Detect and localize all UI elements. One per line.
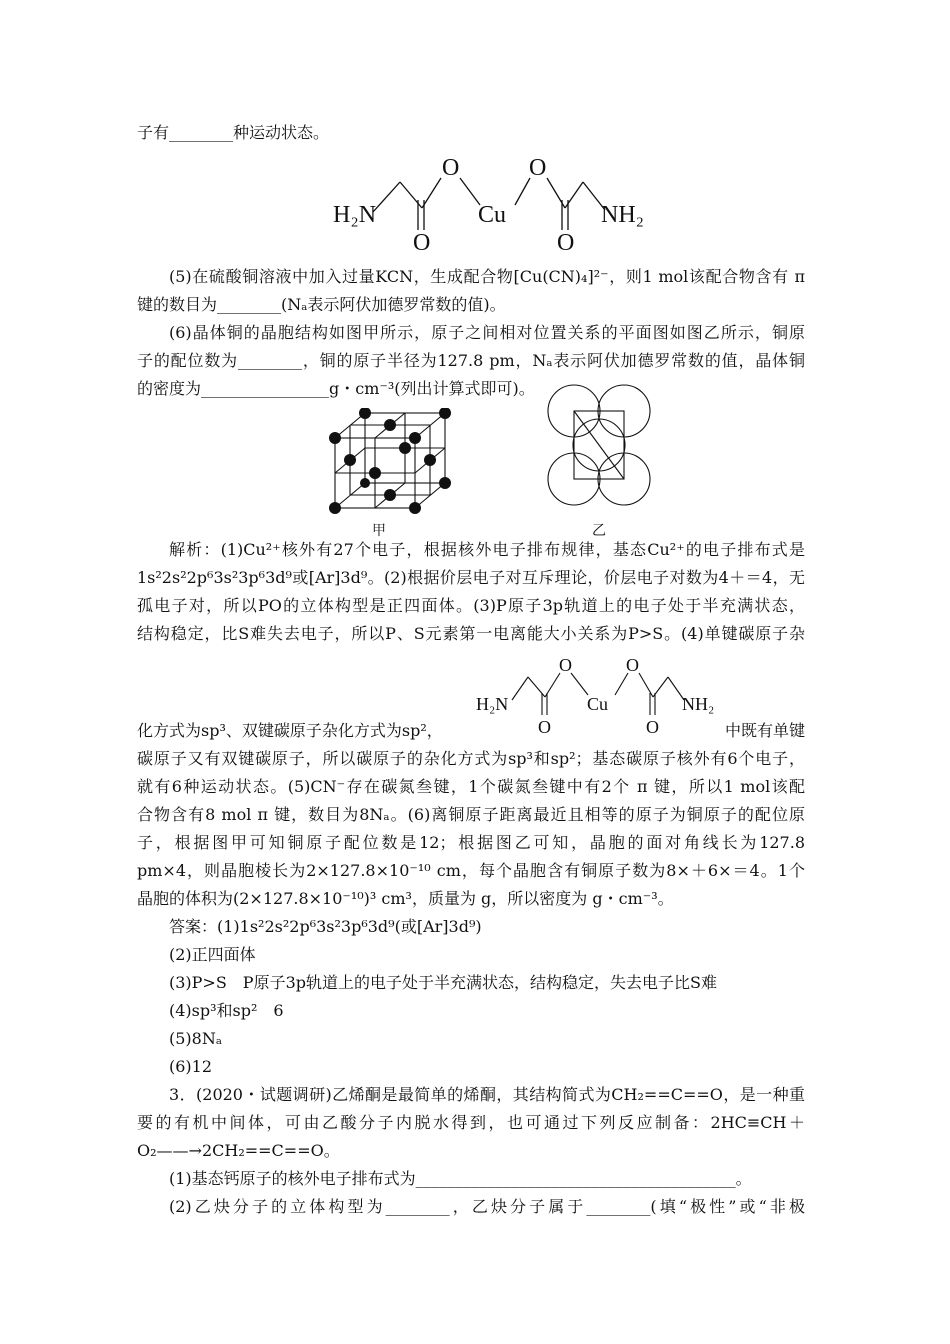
o-label: O (626, 655, 639, 675)
analysis-line: 中既有单键 (724, 721, 805, 740)
question-tail: 子有________种运动状态。 (137, 123, 330, 142)
o-label: O (646, 717, 659, 737)
analysis-line: 孤电子对，所以PO的立体构型是正四面体。(3)P原子3p轨道上的电子处于半充满状态， (137, 596, 805, 615)
analysis-line: 晶胞的体积为(2×127.8×10⁻¹⁰)³ cm³，质量为 g，所以密度为 g・cm⁻³。 (137, 889, 674, 908)
nh2-label: NH₂ (601, 202, 645, 228)
answer-line: (5)8Nₐ (169, 1029, 223, 1048)
q5-line: (5)在硫酸铜溶液中加入过量KCN，生成配合物[Cu(CN)₄]²⁻，则1 mol该配合物含有 π (169, 267, 805, 286)
o-label: O (559, 655, 572, 675)
o-label: O (538, 717, 551, 737)
cu-label: Cu (587, 694, 609, 714)
analysis-line: 结构稳定，比S难失去电子，所以P、S元素第一电离能大小关系为P>S。(4)单键碳原子杂 (137, 624, 805, 643)
analysis-line: 子，根据图甲可知铜原子配位数是12；根据图乙可知，晶胞的面对角线长为127.8 (137, 833, 805, 852)
figure-label-yi: 乙 (592, 523, 606, 539)
figure-label-jia: 甲 (372, 523, 386, 539)
analysis-line: 1s²2s²2p⁶3s²3p⁶3d⁹或[Ar]3d⁹。(2)根据价层电子对互斥理论，价层电子对数为4＋＝4，无 (137, 568, 805, 587)
answer-line: (6)12 (169, 1057, 213, 1076)
q6-line: 的密度为________________g・cm⁻³(列出计算式即可)。 (137, 379, 535, 398)
analysis-line: 化方式为sp³、双键碳原子杂化方式为sp²， (137, 721, 443, 740)
glycinate-copper-structure (325, 150, 665, 255)
o-label: O (413, 230, 431, 255)
answer-line: 答案：(1)1s²2s²2p⁶3s²3p⁶3d⁹(或[Ar]3d⁹) (169, 917, 482, 936)
q6-line: (6)晶体铜的晶胞结构如图甲所示，原子之间相对位置关系的平面图如图乙所示，铜原 (169, 323, 805, 342)
face-atom-arrangement-figure (545, 383, 655, 508)
cu-label: Cu (478, 202, 507, 228)
question-3-line: O₂——→2CH₂==C==O。 (137, 1141, 340, 1160)
answer-line: (3)P>S P原子3p轨道上的电子处于半充满状态，结构稳定，失去电子比S难 (169, 973, 717, 992)
glycinate-copper-structure-inline (470, 655, 730, 740)
q6-line: 子的配位数为________，铜的原子半径为127.8 pm，Nₐ表示阿伏加德罗常数的值，晶体铜 (137, 351, 805, 370)
o-label: O (557, 230, 575, 255)
question-3-sub: (2)乙炔分子的立体构型为________，乙炔分子属于________(填“极性”或“非极 (169, 1197, 805, 1216)
analysis-line: 碳原子又有双键碳原子，所以碳原子的杂化方式为sp³和sp²；基态碳原子核外有6个电子， (137, 749, 805, 768)
answer-line: (4)sp³和sp² 6 (169, 1001, 284, 1020)
answer-line: (2)正四面体 (169, 945, 256, 964)
nh2-label: NH₂ (682, 694, 715, 714)
analysis-line: 合物含有8 mol π 键，数目为8Nₐ。(6)离铜原子距离最近且相等的原子为铜原子的配位原 (137, 805, 805, 824)
q5-line: 键的数目为________(Nₐ表示阿伏加德罗常数的值)。 (137, 295, 506, 314)
question-3-line: 要的有机中间体，可由乙酸分子内脱水得到，也可通过下列反应制备：2HC≡CH＋ (137, 1113, 805, 1132)
o-label: O (529, 155, 547, 181)
question-3-sub: (1)基态钙原子的核外电子排布式为________________________________________。 (169, 1169, 752, 1188)
h2n-label: H₂N (476, 694, 509, 714)
analysis-line: 解析：(1)Cu²⁺核外有27个电子，根据核外电子排布规律，基态Cu²⁺的电子排布式是 (169, 540, 805, 559)
h2n-label: H₂N (333, 202, 377, 228)
analysis-line: 就有6种运动状态。(5)CN⁻存在碳氮叁键，1个碳氮叁键中有2个 π 键，所以1 mol该配 (137, 777, 805, 796)
analysis-line: pm×4，则晶胞棱长为2×127.8×10⁻¹⁰ cm，每个晶胞含有铜原子数为8×＋6×＝4。1个 (137, 861, 805, 880)
fcc-unit-cell-figure (325, 408, 455, 518)
o-label: O (442, 155, 460, 181)
question-3-line: 3．(2020・试题调研)乙烯酮是最简单的烯酮，其结构简式为CH₂==C==O，是一种重 (169, 1085, 805, 1104)
